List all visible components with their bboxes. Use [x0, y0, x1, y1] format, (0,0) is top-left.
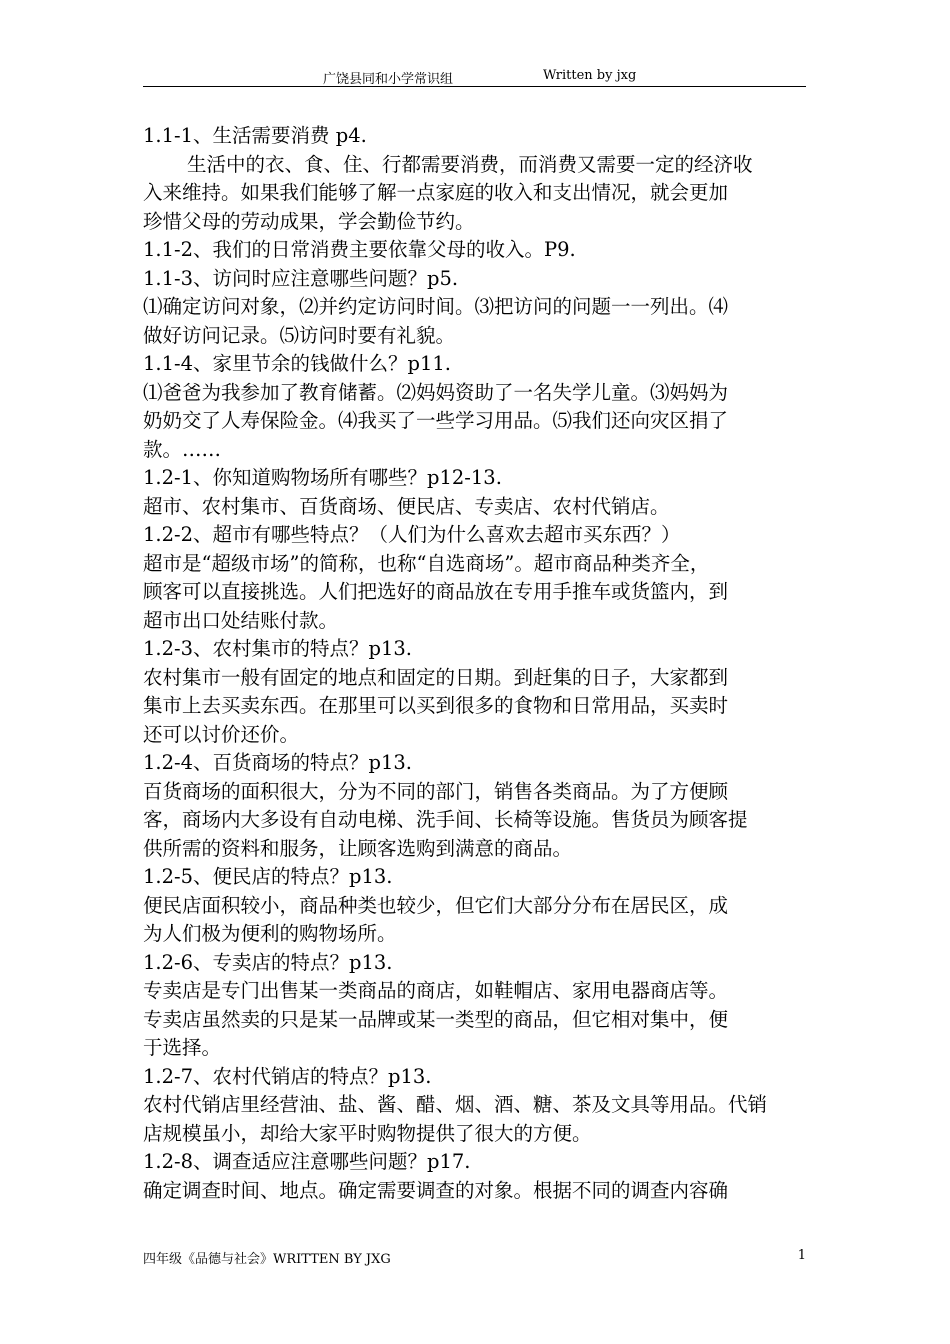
heading-1-1-3: 1.1-3、访问时应注意哪些问题？p5. — [143, 266, 459, 290]
paragraph-line: 顾客可以直接挑选。人们把选好的商品放在专用手推车或货篮内，到 — [143, 580, 729, 603]
paragraph-line: 珍惜父母的劳动成果，学会勤俭节约。 — [143, 209, 475, 233]
paragraph-line: 奶奶交了人寿保险金。⑷我买了一些学习用品。⑸我们还向灾区捐了 — [143, 409, 729, 432]
paragraph-line: 款。…… — [143, 437, 222, 461]
paragraph-line: 专卖店是专门出售某一类商品的商店，如鞋帽店、家用电器商店等。 — [143, 979, 729, 1002]
paragraph-line: 入来维持。如果我们能够了解一点家庭的收入和支出情况，就会更加 — [143, 181, 729, 204]
paragraph-line: 超市是“超级市场”的简称，也称“自选商场”。超市商品种类齐全， — [143, 551, 710, 575]
header-author: Written by jxg — [543, 68, 637, 83]
document-body — [143, 122, 810, 1205]
paragraph-line: 农村代销店里经营油、盐、酱、醋、烟、酒、糖、茶及文具等用品。代销 — [143, 1093, 768, 1116]
paragraph-line: 供所需的资料和服务，让顾客选购到满意的商品。 — [143, 836, 573, 860]
heading-1-1-1: 1.1-1、生活需要消费 p4. — [143, 124, 367, 147]
page-header — [143, 62, 806, 87]
heading-1-2-4: 1.2-4、百货商场的特点？p13. — [143, 751, 413, 774]
paragraph-line: 店规模虽小，却给大家平时购物提供了很大的方便。 — [143, 1121, 592, 1145]
heading-1-2-8: 1.2-8、调查适应注意哪些问题？p17. — [143, 1150, 471, 1173]
paragraph-line: 农村集市一般有固定的地点和固定的日期。到赶集的日子，大家都到 — [143, 665, 729, 689]
paragraph-line: 专卖店虽然卖的只是某一品牌或某一类型的商品，但它相对集中，便 — [143, 1007, 729, 1031]
paragraph-line: ⑴爸爸为我参加了教育储蓄。⑵妈妈资助了一名失学儿童。⑶妈妈为 — [143, 380, 729, 404]
heading-1-2-6: 1.2-6、专卖店的特点？p13. — [143, 950, 393, 974]
paragraph-line: 于选择。 — [143, 1036, 222, 1059]
heading-1-2-2: 1.2-2、超市有哪些特点？（人们为什么喜欢去超市买东西？） — [143, 523, 681, 546]
heading-1-2-5: 1.2-5、便民店的特点？p13. — [143, 865, 393, 888]
paragraph-line: 超市、农村集市、百货商场、便民店、专卖店、农村代销店。 — [143, 494, 670, 518]
heading-1-1-4: 1.1-4、家里节余的钱做什么？p11. — [143, 352, 452, 375]
paragraph-line: 百货商场的面积很大，分为不同的部门，销售各类商品。为了方便顾 — [143, 779, 729, 803]
paragraph-line: 做好访问记录。⑸访问时要有礼貌。 — [143, 323, 456, 347]
heading-1-2-3: 1.2-3、农村集市的特点？p13. — [143, 637, 413, 660]
paragraph-line: 客，商场内大多设有自动电梯、洗手间、长椅等设施。售货员为顾客提 — [143, 808, 748, 831]
footer-title: 四年级《品德与社会》WRITTEN BY JXG — [143, 1252, 391, 1267]
heading-1-1-2: 1.1-2、我们的日常消费主要依靠父母的收入。P9. — [143, 238, 576, 261]
paragraph-line: 集市上去买卖东西。在那里可以买到很多的食物和日常用品，买卖时 — [143, 694, 729, 717]
paragraph-line: 确定调查时间、地点。确定需要调查的对象。根据不同的调查内容确 — [143, 1178, 729, 1202]
paragraph-line: 便民店面积较小，商品种类也较少，但它们大部分分布在居民区，成 — [143, 893, 729, 917]
page-number: 1 — [797, 1248, 806, 1263]
header-school-name: 广饶县同和小学常识组 — [323, 72, 454, 87]
heading-1-2-7: 1.2-7、农村代销店的特点？p13. — [143, 1064, 432, 1088]
paragraph-line: 还可以讨价还价。 — [143, 722, 300, 746]
paragraph-line: 为人们极为便利的购物场所。 — [143, 922, 397, 945]
paragraph-line: ⑴确定访问对象，⑵并约定访问时间。⑶把访问的问题一一列出。⑷ — [143, 295, 729, 318]
paragraph-line: 超市出口处结账付款。 — [143, 608, 339, 632]
paragraph-line: 生活中的衣、食、住、行都需要消费，而消费又需要一定的经济收 — [187, 152, 753, 176]
heading-1-2-1: 1.2-1、你知道购物场所有哪些？p12-13. — [143, 466, 502, 489]
